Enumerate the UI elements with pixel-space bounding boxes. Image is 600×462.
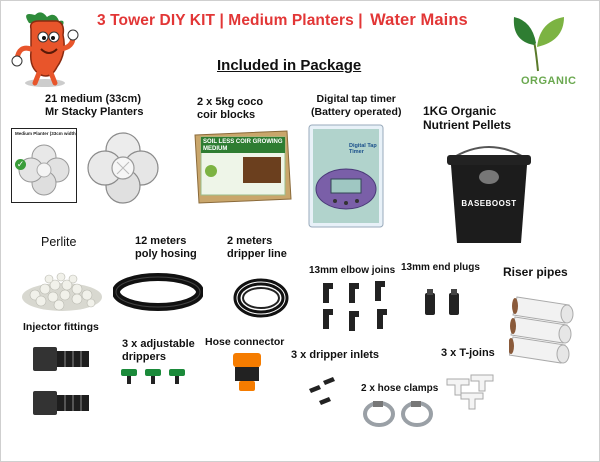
t-joins-image: [443, 371, 499, 411]
page-title: 3 Tower DIY KIT | Medium Planters | Water Mains: [97, 11, 468, 29]
t-joins-label: 3 x T-joins: [441, 347, 495, 359]
checkmark-icon: ✓: [16, 159, 25, 169]
end-plugs-label: 13mm end plugs: [401, 262, 480, 273]
planter-image: [81, 127, 165, 209]
end-plugs-image: [421, 289, 467, 321]
perlite-label: Perlite: [41, 235, 77, 249]
nutrient-bucket-image: BASEBOOST: [441, 137, 537, 249]
hose-clamps-image: [361, 399, 441, 429]
coco-label: 2 x 5kg coco coir blocks: [197, 96, 264, 122]
coco-block-image: SOIL LESS COIR GROWING MEDIUM: [191, 127, 295, 207]
hose-connector-label: Hose connector: [205, 336, 285, 348]
elbow-joins-image: [319, 279, 401, 339]
poly-hose-image: [113, 273, 203, 311]
planters-label: 21 medium (33cm) Mr Stacky Planters: [45, 93, 144, 119]
riser-pipes-image: [509, 293, 583, 365]
injector-label: Injector fittings: [23, 321, 99, 333]
mascot-logo: [11, 9, 79, 89]
dripper-inlets-label: 3 x dripper inlets: [291, 349, 380, 361]
perlite-image: [19, 263, 105, 313]
injector-fittings-image: [29, 337, 95, 427]
timer-label: Digital tap timer (Battery operated): [311, 93, 402, 118]
dripper-inlets-image: [305, 375, 345, 415]
planter-thumbnail-selected: Medium Planter (33cm width) ✓: [11, 128, 77, 203]
adjustable-drippers-image: [119, 365, 189, 387]
dripper-line-image: [231, 275, 291, 321]
nutrients-label: 1KG Organic Nutrient Pellets: [423, 104, 512, 133]
elbow-label: 13mm elbow joins: [309, 265, 396, 276]
hose-clamps-label: 2 x hose clamps: [361, 383, 439, 394]
dripper-line-label: 2 meters dripper line: [227, 235, 287, 261]
riser-label: Riser pipes: [503, 265, 568, 279]
hose-connector-image: [227, 351, 267, 393]
organic-label: ORGANIC: [521, 75, 577, 87]
package-heading: Included in Package: [217, 57, 362, 74]
hosing-label: 12 meters poly hosing: [135, 235, 197, 261]
tap-timer-image: Digital Tap Timer: [305, 121, 387, 231]
adjustable-drippers-label: 3 x adjustable drippers: [122, 338, 195, 364]
organic-leaf-icon: [510, 11, 566, 73]
